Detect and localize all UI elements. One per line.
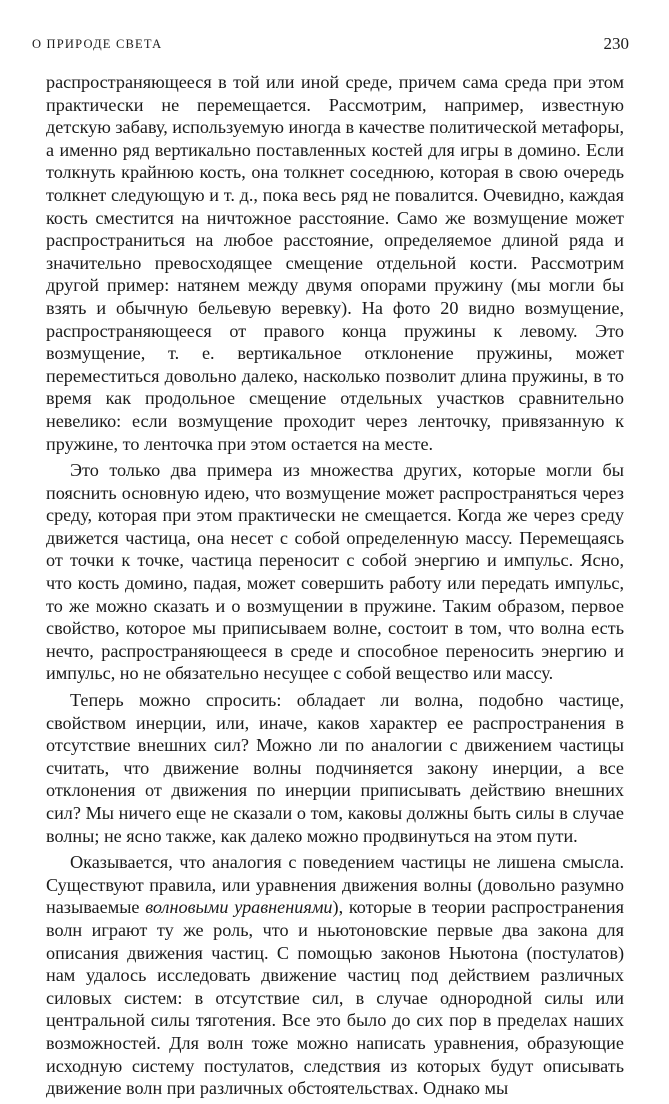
paragraph-2: Это только два примера из множества других, которые могли бы пояснить основную идею, что возмущение может распространяться через среду, которая при этом практически не смещается. Когда же через среду движется частица, она несет с собой определенную массу. Перемещаясь от точки к точке, частица переносит с собой энергию и импульс. Ясно, что кость домино, падая, может совершить работу или передать импульс, то же можно сказать и о возмущении в пружине. Таким образом, первое свойство, которое мы приписываем волне, состоит в том, что волна есть нечто, распространяющееся в среде и способное переносить энергию и импульс, но не обязательно несущее с собой вещество или массу. <box>46 460 624 684</box>
running-title: О ПРИРОДЕ СВЕТА <box>32 37 163 51</box>
page-header <box>32 34 629 57</box>
paragraph-4-start: Оказывается, что аналогия с поведением частицы не лишена смысла. Существуют правила, или уравнения движения волны (довольно разумно называемые <box>46 852 624 918</box>
body-text <box>46 71 624 1104</box>
paragraph-3: Теперь можно спросить: обладает ли волна, подобно частице, свойством инерции, или, иначе, каков характер ее распространения в отсутствие внешних сил? Можно ли по аналогии с движением частицы считать, что движение волны подчиняется закону инерции, а все отклонения от движения по инерции приписывать действию внешних сил? Мы ничего еще не сказали о том, каковы должны быть силы в случае волны; не ясно также, как далеко можно продвинуться на этом пути. <box>46 690 624 846</box>
italic-term-wave-equations: волновыми уравнениями <box>145 897 333 918</box>
page-number: 230 <box>603 34 629 53</box>
paragraph-4-end: ), которые в теории распространения волн играют ту же роль, что и ньютоновские первые два закона для описания движения частиц. С помощью законов Ньютона (постулатов) нам удалось исследовать движение частиц под действием различных силовых систем: в отсутствие сил, в случае однородной силы или центральной силы тяготения. Все это было до сих пор в пределах наших возможностей. Для волн тоже можно написать уравнения, образующие исходную систему постулатов, следствия из которых будут описывать движение волн при различных обстоятельствах. Однако мы <box>46 897 624 1099</box>
paragraph-4 <box>46 851 624 1100</box>
paragraph-1: распространяющееся в той или иной среде, причем сама среда при этом практически не перемещается. Рассмотрим, например, известную детскую забаву, используемую иногда в качестве политической метафоры, а именно ряд вертикально поставленных костей для игры в домино. Если толкнуть крайнюю кость, она толкнет соседнюю, которая в свою очередь толкнет следующую и т. д., пока весь ряд не повалится. Очевидно, каждая кость сместится на ничтожное расстояние. Само же возмущение может распространиться на любое расстояние, определяемое длиной ряда и значительно превосходящее смещение отдельной кости. Рассмотрим другой пример: натянем между двумя опорами пружину (мы могли бы взять и обычную бельевую веревку). На фото 20 видно возмущение, распространяющееся от правого конца пружины к левому. Это возмущение, т. е. вертикальное отклонение пружины, может переместиться довольно далеко, насколько позволит длина пружины, в то время как продольное смещение отдельных участков сравнительно невелико: если возмущение проходит через ленточку, привязанную к пружине, то ленточка при этом остается на месте. <box>46 72 625 454</box>
